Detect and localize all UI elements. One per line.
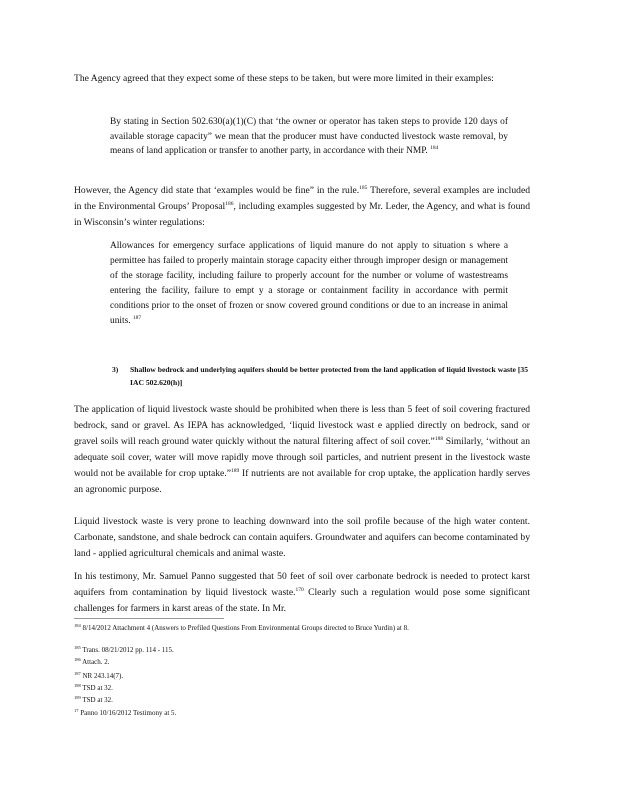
- paragraph-application: [74, 402, 530, 498]
- footnote-number: 184: [74, 623, 81, 628]
- footnote-188: [74, 684, 534, 694]
- section-heading-text: Shallow bedrock and underlying aquifers should be better protected from the land application of liquid livestock waste [35 IAC 502.620(h)]: [130, 365, 528, 387]
- footnote-ref-184: 184: [430, 145, 439, 152]
- footnote-ref-189: 189: [230, 468, 240, 474]
- however-text-a: However, the Agency did state that ‘examples would be fine” in the rule.: [74, 185, 360, 196]
- application-text-b: Similarly, ‘without an adequate soil cover, water will move rapidly move through soil particles, and nutrient present in the livestock waste would not be available for crop uptake.”: [74, 436, 530, 479]
- panno-text-b: Clearly such a regulation would pose some significant challenges for farmers in karst areas of the state. In Mr.: [74, 587, 530, 614]
- paragraph-panno: [74, 569, 530, 617]
- footnote-185: [74, 646, 534, 656]
- footnote-ref-170: 170: [295, 587, 304, 593]
- application-text-a: The application of liquid livestock waste should be prohibited when there is less than 5 feet of soil covering fractured bedrock, sand or gravel. As IEPA has acknowledged, ‘liquid livestock wast e applied directly on bedrock, sand or gravel soils will reach ground water quickly without the natural filtering affect of soil cover.”: [74, 404, 530, 447]
- footnote-text: 8/14/2012 Attachment 4 (Answers to Prefiled Questions From Environmental Groups directed to Bruce Yurdin) at 8.: [82, 624, 409, 632]
- footnote-number: 186: [74, 657, 81, 662]
- footnote-ref-187: 187: [132, 314, 142, 321]
- footnote-text: TSD at 32.: [82, 684, 113, 692]
- footnote-text: NR 243.14(7).: [82, 672, 124, 680]
- however-text-b: Therefore, several examples are included in the Environmental Groups’ Proposal: [74, 185, 530, 212]
- paragraph-leaching: [74, 514, 530, 562]
- footnote-ref-186: 186: [225, 201, 234, 207]
- paragraph-intro-text: The Agency agreed that they expect some of these steps to be taken, but were more limited in their examples:: [74, 73, 494, 84]
- footnote-text: Panno 10/16/2012 Testimony at 5.: [80, 709, 177, 717]
- quote2-text: Allowances for emergency surface applications of liquid manure do not apply to situation s where a permittee has failed to properly maintain storage capacity either through improper design or management of the storage facility, including failure to properly account for the number or volume of wastestreams entering the facility, failure to empt y a storage or containment facility in accordance with permit conditions prior to the onset of frozen or snow covered ground conditions or due to an increase in animal units.: [110, 241, 508, 326]
- footnote-text: TSD at 32.: [82, 696, 113, 704]
- quote1-text: By stating in Section 502.630(a)(1)(C) that ‘the owner or operator has taken steps to provide 120 days of available storage capacity” we mean that the producer must have conducted livestock waste removal, by means of land application or transfer to another party, in accordance with their NMP.: [110, 117, 508, 157]
- footnote-text: Attach. 2.: [82, 658, 110, 666]
- panno-text-a: In his testimony, Mr. Samuel Panno suggested that 50 feet of soil over carbonate bedrock is needed to protect karst aquifers from contamination by liquid livestock waste.: [74, 571, 530, 598]
- footnote-text: Trans. 08/21/2012 pp. 114 - 115.: [82, 646, 174, 654]
- paragraph-intro: [74, 71, 530, 87]
- block-quote-2: [110, 239, 508, 328]
- footnote-186: [74, 658, 534, 668]
- however-text-c: , including examples suggested by Mr. Leder, the Agency, and what is found in Wisconsin’s winter regulations:: [74, 201, 530, 228]
- footnote-17: [74, 709, 534, 719]
- footnote-ref-188: 188: [434, 436, 444, 442]
- section-heading-number: 3): [112, 365, 119, 374]
- footnote-number: 189: [74, 695, 81, 700]
- paragraph-however: [74, 183, 530, 231]
- footnote-ref-185: 185: [359, 185, 368, 191]
- application-text-c: If nutrients are not available for crop uptake, the application hardly serves an agronomic purpose.: [74, 468, 530, 495]
- footnote-number: 17: [74, 708, 79, 713]
- footnote-187: [74, 672, 534, 682]
- footnote-number: 185: [74, 645, 81, 650]
- leaching-text: Liquid livestock waste is very prone to leaching downward into the soil profile because of the high water content. Carbonate, sandstone, and shale bedrock can contain aquifers. Groundwater and aquifers can become contaminated by land - applied agricultural chemicals and animal waste.: [74, 516, 530, 559]
- footnote-number: 187: [74, 671, 81, 676]
- footnote-separator: [74, 618, 224, 619]
- block-quote-1: [110, 115, 508, 159]
- footnote-189: [74, 696, 534, 706]
- footnote-184: [74, 624, 534, 634]
- footnote-number: 188: [74, 683, 81, 688]
